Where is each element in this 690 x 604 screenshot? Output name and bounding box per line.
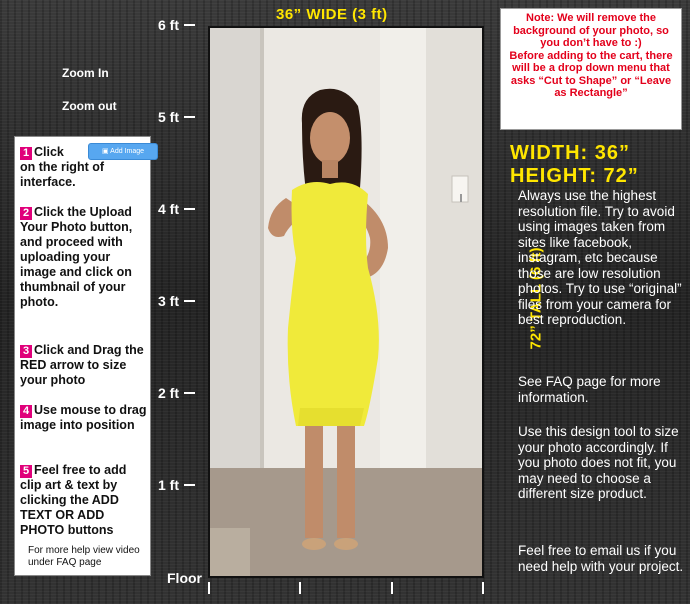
step-3: 3 Click and Drag the RED arrow to size your photo (20, 343, 144, 387)
info-email: Feel free to email us if you need help with your project. (518, 543, 684, 574)
step-number-badge: 5 (20, 465, 32, 478)
step-2: 2 Click the Upload Your Photo button, and proceed with uploading your image and click on thumbnail of your photo. (20, 205, 133, 309)
step-number-badge: 3 (20, 345, 32, 358)
floor-tick (482, 582, 484, 594)
ruler-mark-2ft: 2 ft (158, 385, 198, 401)
floor-tick (299, 582, 301, 594)
photo-canvas[interactable] (208, 26, 484, 578)
background-removal-note: Note: We will remove the background of your photo, so you don’t have to :) Before adding to the cart, there will be a drop down menu that asks “Cut to Shape” or “Leave as Rectangle” (500, 8, 682, 130)
ruler-mark-5ft: 5 ft (158, 109, 198, 125)
floor-tick (208, 582, 210, 594)
step-5: 5 Feel free to add clip art & text by clicking the ADD TEXT OR ADD PHOTO buttons (20, 463, 127, 537)
floor-tick (391, 582, 393, 594)
instructions-panel (14, 136, 151, 576)
ruler-mark-3ft: 3 ft (158, 293, 198, 309)
help-note: For more help view video under FAQ page (28, 545, 140, 568)
zoom-out-button[interactable]: Zoom out (62, 99, 117, 113)
ruler-floor-label: Floor (167, 570, 202, 586)
step-number-badge: 1 (20, 147, 32, 160)
step-number-badge: 4 (20, 405, 32, 418)
ruler-mark-1ft: 1 ft (158, 477, 198, 493)
width-dimension-label: 36” WIDE (3 ft) (276, 6, 388, 23)
height-dimension-label: 72” TALL (6 ft) (527, 247, 545, 350)
step-1: 1 Click on the right of interface. (20, 145, 105, 189)
image-icon: ▣ (101, 148, 109, 155)
height-size-label: HEIGHT: 72” (510, 165, 639, 187)
person-photo[interactable] (210, 28, 482, 576)
add-image-button[interactable]: ▣ Add Image (88, 143, 158, 160)
info-resolution: Always use the highest resolution file. Try to avoid using images taken from sites like facebook, instagram, etc because those are low resolution photos. Try to use “original” files from your camera for best reproduction. (518, 188, 682, 327)
step-4: 4 Use mouse to drag image into position (20, 403, 147, 432)
width-size-label: WIDTH: 36” (510, 142, 630, 164)
info-size-tool: Use this design tool to size your photo accordingly. If you photo does not fit, you may need to choose a different size product. (518, 424, 679, 501)
zoom-in-button[interactable]: Zoom In (62, 66, 109, 80)
step-number-badge: 2 (20, 207, 32, 220)
ruler-mark-6ft: 6 ft (158, 17, 198, 33)
info-faq: See FAQ page for more information. (518, 374, 661, 405)
ruler-mark-4ft: 4 ft (158, 201, 198, 217)
